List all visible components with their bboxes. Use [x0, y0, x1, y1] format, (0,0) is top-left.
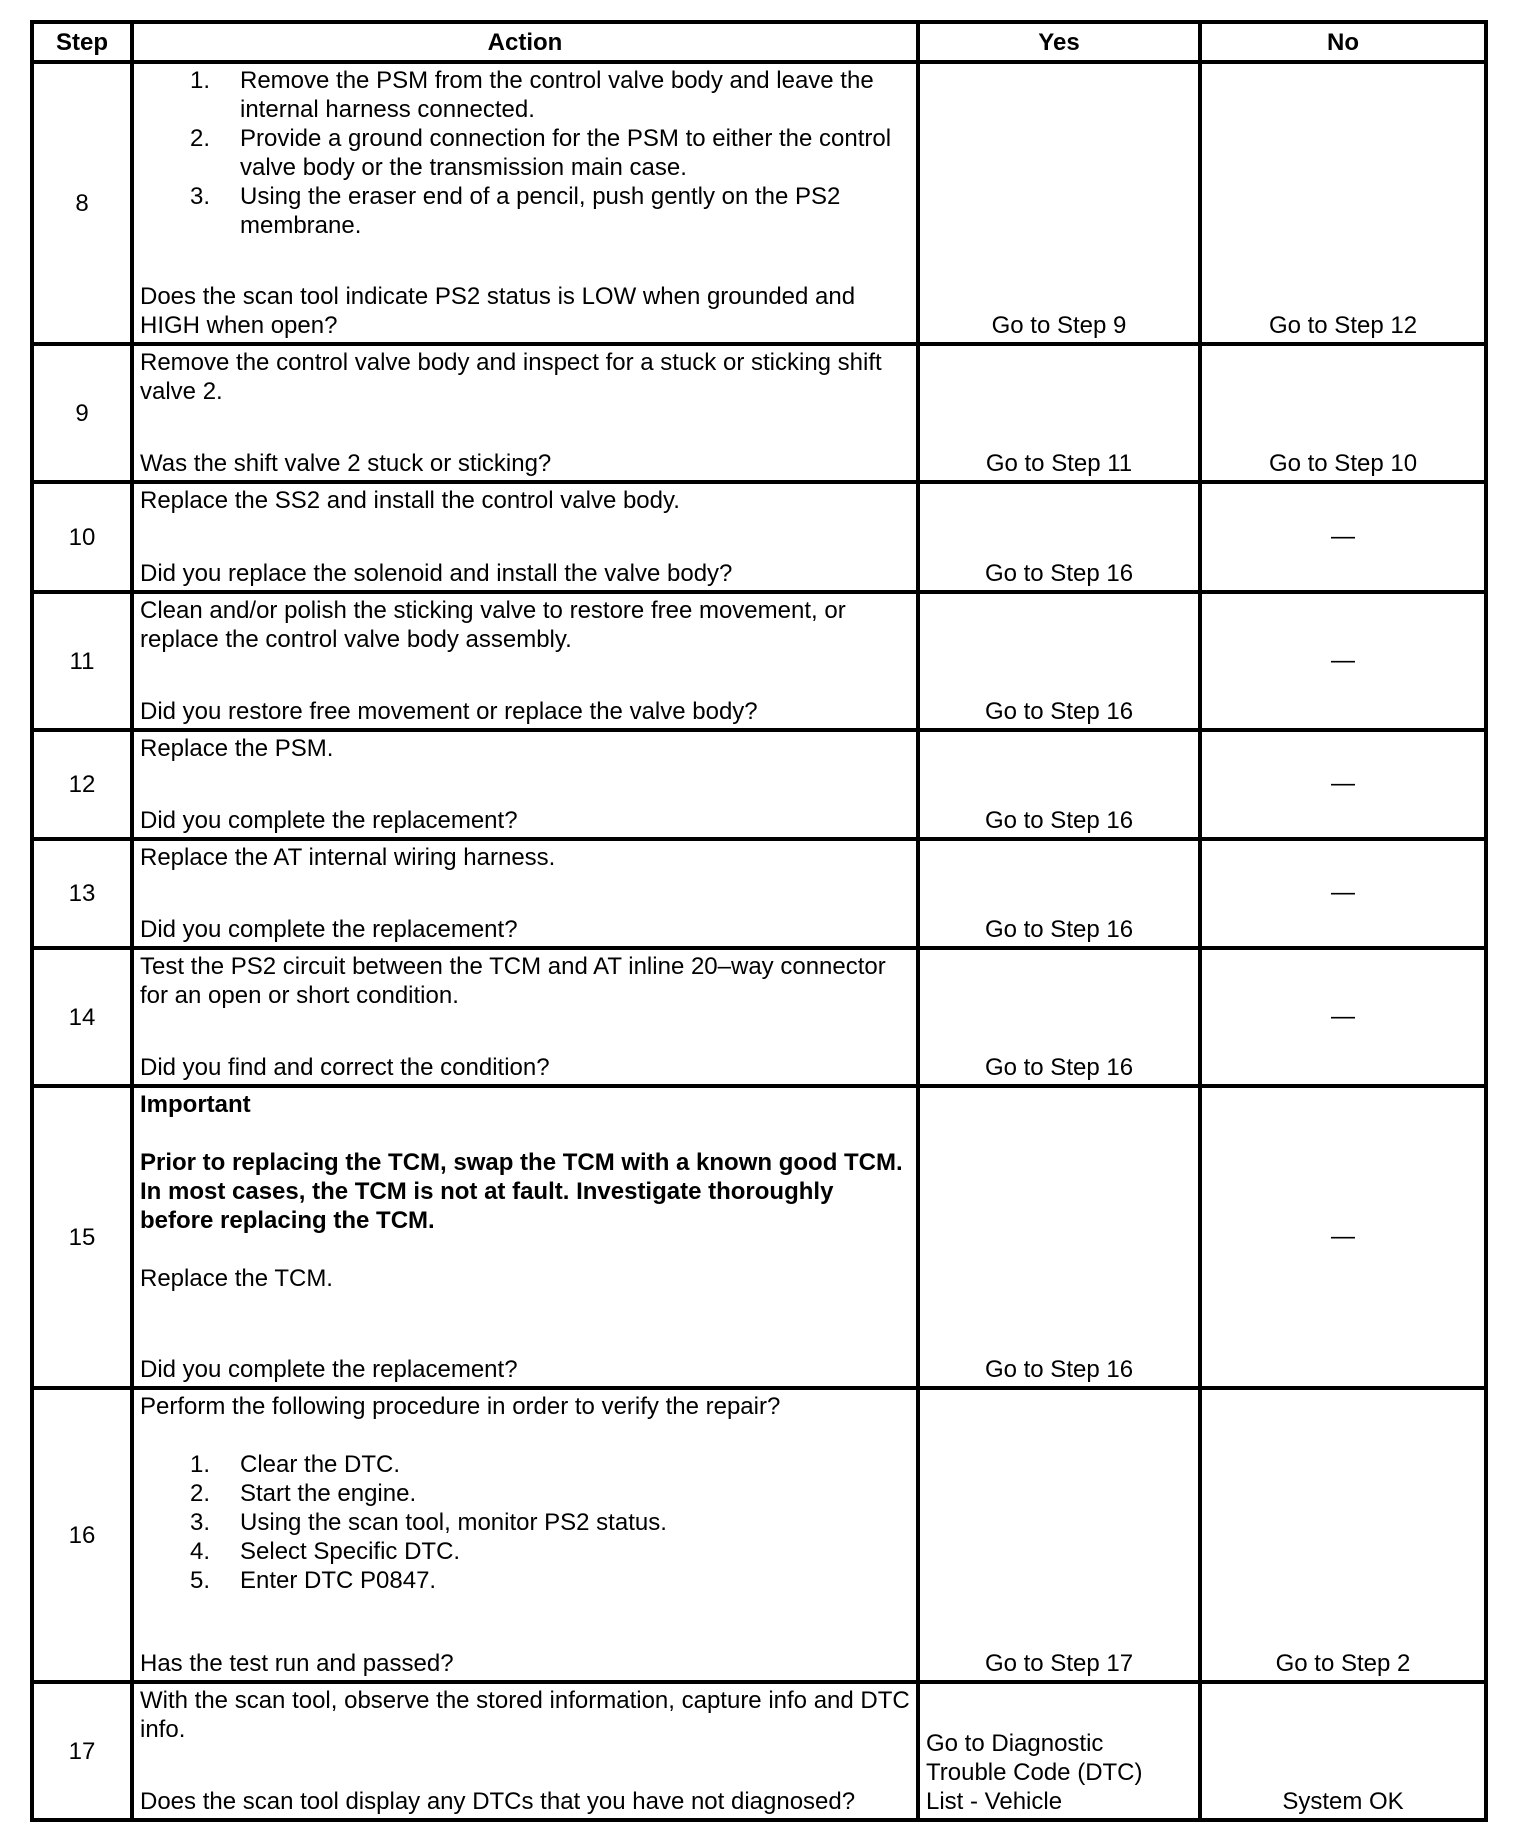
yes-result — [918, 1682, 1200, 1820]
step-number: 10 — [32, 482, 132, 592]
question: Did you find and correct the condition? — [140, 1054, 550, 1081]
table-row — [32, 344, 1486, 482]
no-result: Go to Step 12 — [1200, 62, 1486, 344]
list-item: 1. Remove the PSM from the control valve body and leave the internal harness connected. — [189, 67, 874, 123]
no-result: — — [1200, 482, 1486, 592]
instruction: Replace the PSM. — [140, 735, 334, 762]
step-number: 17 — [32, 1682, 132, 1820]
question: Has the test run and passed? — [140, 1650, 454, 1677]
step-number: 11 — [32, 592, 132, 730]
instruction: Test the PS2 circuit between the TCM and AT inline 20–way connector for an open or short condition. — [140, 953, 886, 1009]
table-row — [32, 592, 1486, 730]
list-item: 4. Select Specific DTC. — [189, 1538, 461, 1565]
yes-result: Go to Step 16 — [918, 948, 1200, 1086]
table-row — [32, 1682, 1486, 1820]
yes-result: Go to Step 16 — [918, 482, 1200, 592]
question: Did you complete the replacement? — [140, 1356, 518, 1383]
header-no: No — [1200, 22, 1486, 62]
no-result: — — [1200, 730, 1486, 839]
list-item: 2. Start the engine. — [189, 1480, 417, 1507]
list-item: 3. Using the eraser end of a pencil, push gently on the PS2 membrane. — [189, 183, 841, 239]
yes-result: Go to Step 16 — [918, 839, 1200, 948]
step-number: 8 — [32, 62, 132, 344]
instruction: Replace the AT internal wiring harness. — [140, 844, 556, 871]
question: Does the scan tool indicate PS2 status is LOW when grounded and HIGH when open? — [140, 283, 856, 339]
action-cell — [132, 1682, 918, 1820]
header-action: Action — [132, 22, 918, 62]
no-result: — — [1200, 839, 1486, 948]
diagnostic-table — [30, 20, 1488, 1822]
table-row — [32, 839, 1486, 948]
header-step: Step — [32, 22, 132, 62]
action-cell — [132, 62, 918, 344]
step-number: 14 — [32, 948, 132, 1086]
yes-result-line: List - Vehicle — [926, 1788, 1063, 1815]
no-result: — — [1200, 948, 1486, 1086]
table-row — [32, 1388, 1486, 1682]
action-cell — [132, 1388, 918, 1682]
instruction: With the scan tool, observe the stored information, capture info and DTC info. — [140, 1687, 910, 1743]
table-row — [32, 482, 1486, 592]
table-row — [32, 62, 1486, 344]
action-cell — [132, 839, 918, 948]
question: Was the shift valve 2 stuck or sticking? — [140, 450, 552, 477]
step-number: 15 — [32, 1086, 132, 1388]
yes-result: Go to Step 17 — [918, 1388, 1200, 1682]
yes-result-line: Trouble Code (DTC) — [926, 1759, 1143, 1786]
no-result: Go to Step 2 — [1200, 1388, 1486, 1682]
table-row — [32, 948, 1486, 1086]
numbered-list — [140, 66, 910, 240]
list-item: 3. Using the scan tool, monitor PS2 status. — [189, 1509, 667, 1536]
yes-result: Go to Step 16 — [918, 730, 1200, 839]
list-item: 5. Enter DTC P0847. — [189, 1567, 437, 1594]
step-number: 13 — [32, 839, 132, 948]
instruction: Remove the control valve body and inspect for a stuck or sticking shift valve 2. — [140, 349, 882, 405]
instruction: Perform the following procedure in order to verify the repair? — [140, 1393, 781, 1420]
header-yes: Yes — [918, 22, 1200, 62]
numbered-list — [140, 1450, 910, 1595]
yes-result-line: Go to Diagnostic — [926, 1730, 1104, 1757]
instruction: Replace the SS2 and install the control valve body. — [140, 487, 680, 514]
instruction: Replace the TCM. — [140, 1265, 333, 1292]
step-number: 16 — [32, 1388, 132, 1682]
action-cell — [132, 592, 918, 730]
step-number: 12 — [32, 730, 132, 839]
question: Does the scan tool display any DTCs that you have not diagnosed? — [140, 1788, 856, 1815]
important-note: Prior to replacing the TCM, swap the TCM with a known good TCM. In most cases, the TCM is not at fault. Investigate thoroughly before replacing the TCM. — [140, 1149, 903, 1234]
no-result: — — [1200, 1086, 1486, 1388]
yes-result: Go to Step 16 — [918, 1086, 1200, 1388]
no-result: Go to Step 10 — [1200, 344, 1486, 482]
table-row — [32, 730, 1486, 839]
yes-result: Go to Step 9 — [918, 62, 1200, 344]
question: Did you complete the replacement? — [140, 916, 518, 943]
important-label: Important — [140, 1091, 251, 1118]
action-cell — [132, 948, 918, 1086]
step-number: 9 — [32, 344, 132, 482]
no-result: System OK — [1200, 1682, 1486, 1820]
yes-result: Go to Step 16 — [918, 592, 1200, 730]
header-row — [32, 22, 1486, 62]
action-cell — [132, 482, 918, 592]
action-cell — [132, 730, 918, 839]
action-cell — [132, 1086, 918, 1388]
action-cell — [132, 344, 918, 482]
list-item: 2. Provide a ground connection for the PSM to either the control valve body or the transmission main case. — [189, 125, 892, 181]
no-result: — — [1200, 592, 1486, 730]
instruction: Clean and/or polish the sticking valve to restore free movement, or replace the control valve body assembly. — [140, 597, 846, 653]
list-item: 1. Clear the DTC. — [189, 1451, 401, 1478]
question: Did you restore free movement or replace the valve body? — [140, 698, 758, 725]
table-row — [32, 1086, 1486, 1388]
question: Did you complete the replacement? — [140, 807, 518, 834]
question: Did you replace the solenoid and install the valve body? — [140, 560, 733, 587]
yes-result: Go to Step 11 — [918, 344, 1200, 482]
